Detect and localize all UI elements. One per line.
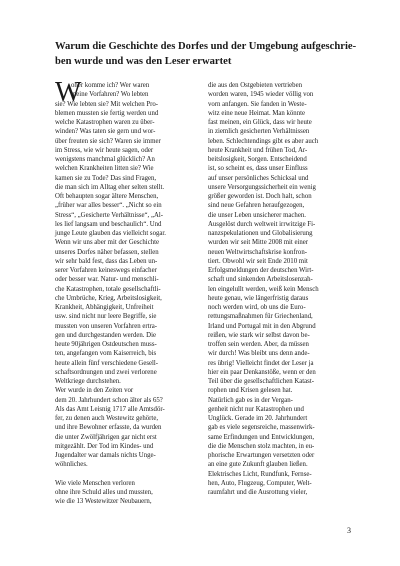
text-line: sie? Wie lebten sie? Mit welchen Pro- bbox=[55, 100, 159, 108]
text-line: oder besser war. Natur- und menschli- bbox=[55, 276, 159, 284]
heading-line: ben wurde und was den Leser erwartet bbox=[55, 56, 232, 68]
text-line: schaft und sinkenden Arbeitslosenzah- bbox=[208, 276, 313, 284]
text-line: fast meinen, ein Glück, dass wir heute bbox=[208, 119, 312, 126]
page-number: 3 bbox=[347, 526, 351, 535]
text-line: Natürlich gab es in der Vergan- bbox=[208, 396, 293, 404]
text-line: phorische Erwartungen versetzten oder bbox=[208, 452, 315, 459]
text-line: gen und durchgestanden werden. Die bbox=[55, 331, 156, 339]
text-line: len eingelullt werden, weiß kein Mensch bbox=[208, 285, 319, 293]
text-line: schaftsordnungen und zwei verlorene bbox=[55, 368, 157, 376]
text-line: reißen, wie stark wir selbst davon be- bbox=[208, 331, 310, 339]
text-line: che Umbrüche, Krieg, Arbeitslosigkeit, bbox=[55, 294, 162, 302]
text-line: wenigstens manchmal glücklich? An bbox=[55, 156, 155, 163]
text-line: Stress“, „Gesicherte Verhältnisse“, „Al- bbox=[55, 211, 164, 219]
text-line: heute Krankheit und frühen Tod, Ar- bbox=[208, 146, 308, 154]
text-line: Elektrisches Licht, Rundfunk, Fernse- bbox=[208, 470, 312, 478]
text-line: unsere Versorgungssicherheit ein wenig bbox=[208, 183, 316, 191]
text-line: Jugendalter war damals nichts Unge- bbox=[55, 452, 156, 459]
text-line: die unter Zwölfjährigen gar nicht erst bbox=[55, 433, 157, 441]
text-line: same Erfindungen und Entwicklungen, bbox=[208, 433, 315, 441]
text-line: Krankheit, Abhängigkeit, Unfreiheit bbox=[55, 304, 154, 311]
text-line: die aus den Ostgebieten vertrieben bbox=[208, 82, 302, 89]
text-line: leben. Schlechtendings gibt es aber auch bbox=[208, 137, 319, 145]
text-line: heute genau, wie längerfristig daraus bbox=[208, 294, 309, 302]
text-line: genheit nicht nur Katastrophen und bbox=[208, 405, 304, 413]
text-line: im Stress, wie wir heute sagen, oder bbox=[55, 146, 154, 154]
text-line: welchen Krankheiten litten sie? Wie bbox=[55, 165, 154, 173]
text-line: welche Katastrophen waren zu über- bbox=[55, 119, 155, 126]
text-line: res übrig! Vielleicht findet der Leser ja bbox=[208, 359, 314, 367]
text-line: heute 90jährigen Ostdeutschen muss- bbox=[55, 341, 157, 348]
text-line: noch werden wird, ob uns die Euro- bbox=[208, 304, 306, 311]
text-line: ohne ihre Schuld alles und mussten, bbox=[55, 489, 153, 496]
left-text-column bbox=[55, 77, 202, 507]
heading-line: Warum die Geschichte des Dorfes und der Umgebung aufgeschrie- bbox=[55, 41, 357, 52]
text-line: raumfahrt und die Ausrottung vieler, bbox=[208, 489, 308, 496]
text-line: heute allein fünf verschiedene Gesell- bbox=[55, 359, 159, 367]
text-line: die man sich im Alltag eher selten stellt. bbox=[55, 183, 165, 191]
text-line: winden? Was taten sie gern und wor- bbox=[55, 128, 156, 136]
text-line: wir sehr bald fest, dass das Leben un- bbox=[55, 257, 158, 265]
text-line: Ausgelöst durch weltweit irrwitzige Fi- bbox=[208, 220, 316, 228]
text-line: serer Vorfahren keineswegs einfacher bbox=[55, 267, 157, 274]
drop-cap: W bbox=[55, 77, 82, 108]
text-line: mitgezählt. Der Tod im Kindes- und bbox=[55, 442, 154, 450]
text-line: ist, so scheint es, dass unser Einfluss bbox=[208, 165, 308, 173]
text-line: Irland und Portugal mit in den Abgrund bbox=[208, 322, 316, 330]
text-line: nanzspekulationen und Globalisierung bbox=[208, 230, 313, 237]
text-line: die unser Leben unsicherer machen. bbox=[208, 211, 306, 219]
text-line: gab es viele segensreiche, massenwirk- bbox=[208, 424, 315, 432]
text-line: wir durch! Was bleibt uns denn ande- bbox=[208, 350, 310, 358]
text-line: Oft behaupten sogar ältere Menschen, bbox=[55, 193, 159, 200]
text-line: an eine gute Zukunft glauben ließen. bbox=[208, 461, 308, 469]
text-line: wurden wir seit Mitte 2008 mit einer bbox=[208, 239, 309, 247]
text-line: troffen sein werden. Aber, da müssen bbox=[208, 341, 309, 348]
text-line: auf unser persönliches Schicksal und bbox=[208, 174, 309, 182]
text-line: blemen mussten sie fertig werden und bbox=[55, 109, 159, 117]
text-line: in ziemlich gesicherten Verhältnissen bbox=[208, 128, 310, 136]
text-line: beitslosigkeit, Sorgen. Entscheidend bbox=[208, 156, 307, 163]
text-line: hen, Auto, Flugzeug, Computer, Welt- bbox=[208, 479, 312, 487]
text-line: oher komme ich? Wer waren bbox=[71, 82, 150, 89]
text-line: Weltkriege durchstehen. bbox=[55, 378, 121, 385]
text-line: junge Leute glauben das vielleicht sogar. bbox=[55, 230, 166, 237]
text-line: rophen und Krisen gelesen hat. bbox=[208, 387, 293, 395]
text-line: größer geworden ist. Doch halt, schon bbox=[208, 193, 312, 200]
text-line: kamen sie zu Tode? Das sind Fragen, bbox=[55, 174, 157, 182]
text-line: die die Menschen stolz machten, in eu- bbox=[208, 442, 315, 450]
text-line: vorn anfangen. Sie fanden in Weste- bbox=[208, 100, 307, 108]
text-line bbox=[55, 470, 202, 479]
text-line: tiert. Obwohl wir seit Ende 2010 mit bbox=[208, 257, 308, 265]
text-line: hier ein paar Denkanstöße, wenn er den bbox=[208, 368, 316, 376]
text-line: und ihre Bewohner erfasste, da wurden bbox=[55, 424, 162, 432]
right-text-column bbox=[208, 81, 357, 497]
text-line: Unglück. Gerade im 20. Jahrhundert bbox=[208, 415, 308, 422]
text-line: Wenn wir uns aber mit der Geschichte bbox=[55, 239, 160, 247]
text-line: dem 20. Jahrhundert schon älter als 65? bbox=[55, 396, 163, 404]
text-line: fer, zu denen auch Westewitz gehörte, bbox=[55, 415, 159, 422]
text-line: Wie viele Menschen verloren bbox=[55, 479, 135, 487]
text-line: wie die 13 Westewitzer Neubauern, bbox=[55, 498, 152, 506]
text-line: meine Vorfahren? Wo lebten bbox=[71, 91, 149, 99]
text-line: sind neue Gefahren heraufgezogen, bbox=[208, 202, 305, 210]
text-line: über freuten sie sich? Waren sie immer bbox=[55, 137, 161, 145]
text-line: Als das Amt Leisnig 1717 alle Amtsdör- bbox=[55, 405, 165, 413]
text-line: che Katastrophen, totale gesellschaftli- bbox=[55, 285, 161, 293]
text-line: Erfolgsmeldungen der deutschen Wirt- bbox=[208, 267, 314, 274]
text-line: Wer wurde in den Zeiten vor bbox=[55, 387, 134, 395]
text-line: unseres Dorfes näher befassen, stellen bbox=[55, 248, 159, 256]
text-line: witz eine neue Heimat. Man könnte bbox=[208, 109, 306, 117]
text-line: mussten von unseren Vorfahren ertra- bbox=[55, 322, 158, 330]
text-line: rettungsmaßnahmen für Griechenland, bbox=[208, 313, 313, 321]
text-line: neuen Weltwirtschaftskrise konfron- bbox=[208, 248, 307, 256]
text-line: worden waren, 1945 wieder völlig von bbox=[208, 91, 314, 99]
text-line: Teil über die gesellschaftlichen Katast- bbox=[208, 378, 314, 385]
text-line: les lief langsam und beschaulich“. Und bbox=[55, 220, 162, 228]
section-heading bbox=[55, 39, 355, 70]
text-line: „früher war alles besser“. „Nicht so ein bbox=[55, 202, 162, 210]
text-line: wöhnliches. bbox=[55, 461, 88, 469]
text-line: ten, angefangen vom Kaiserreich, bis bbox=[55, 350, 157, 358]
text-line: usw. sind nicht nur leere Begriffe, sie bbox=[55, 313, 157, 321]
